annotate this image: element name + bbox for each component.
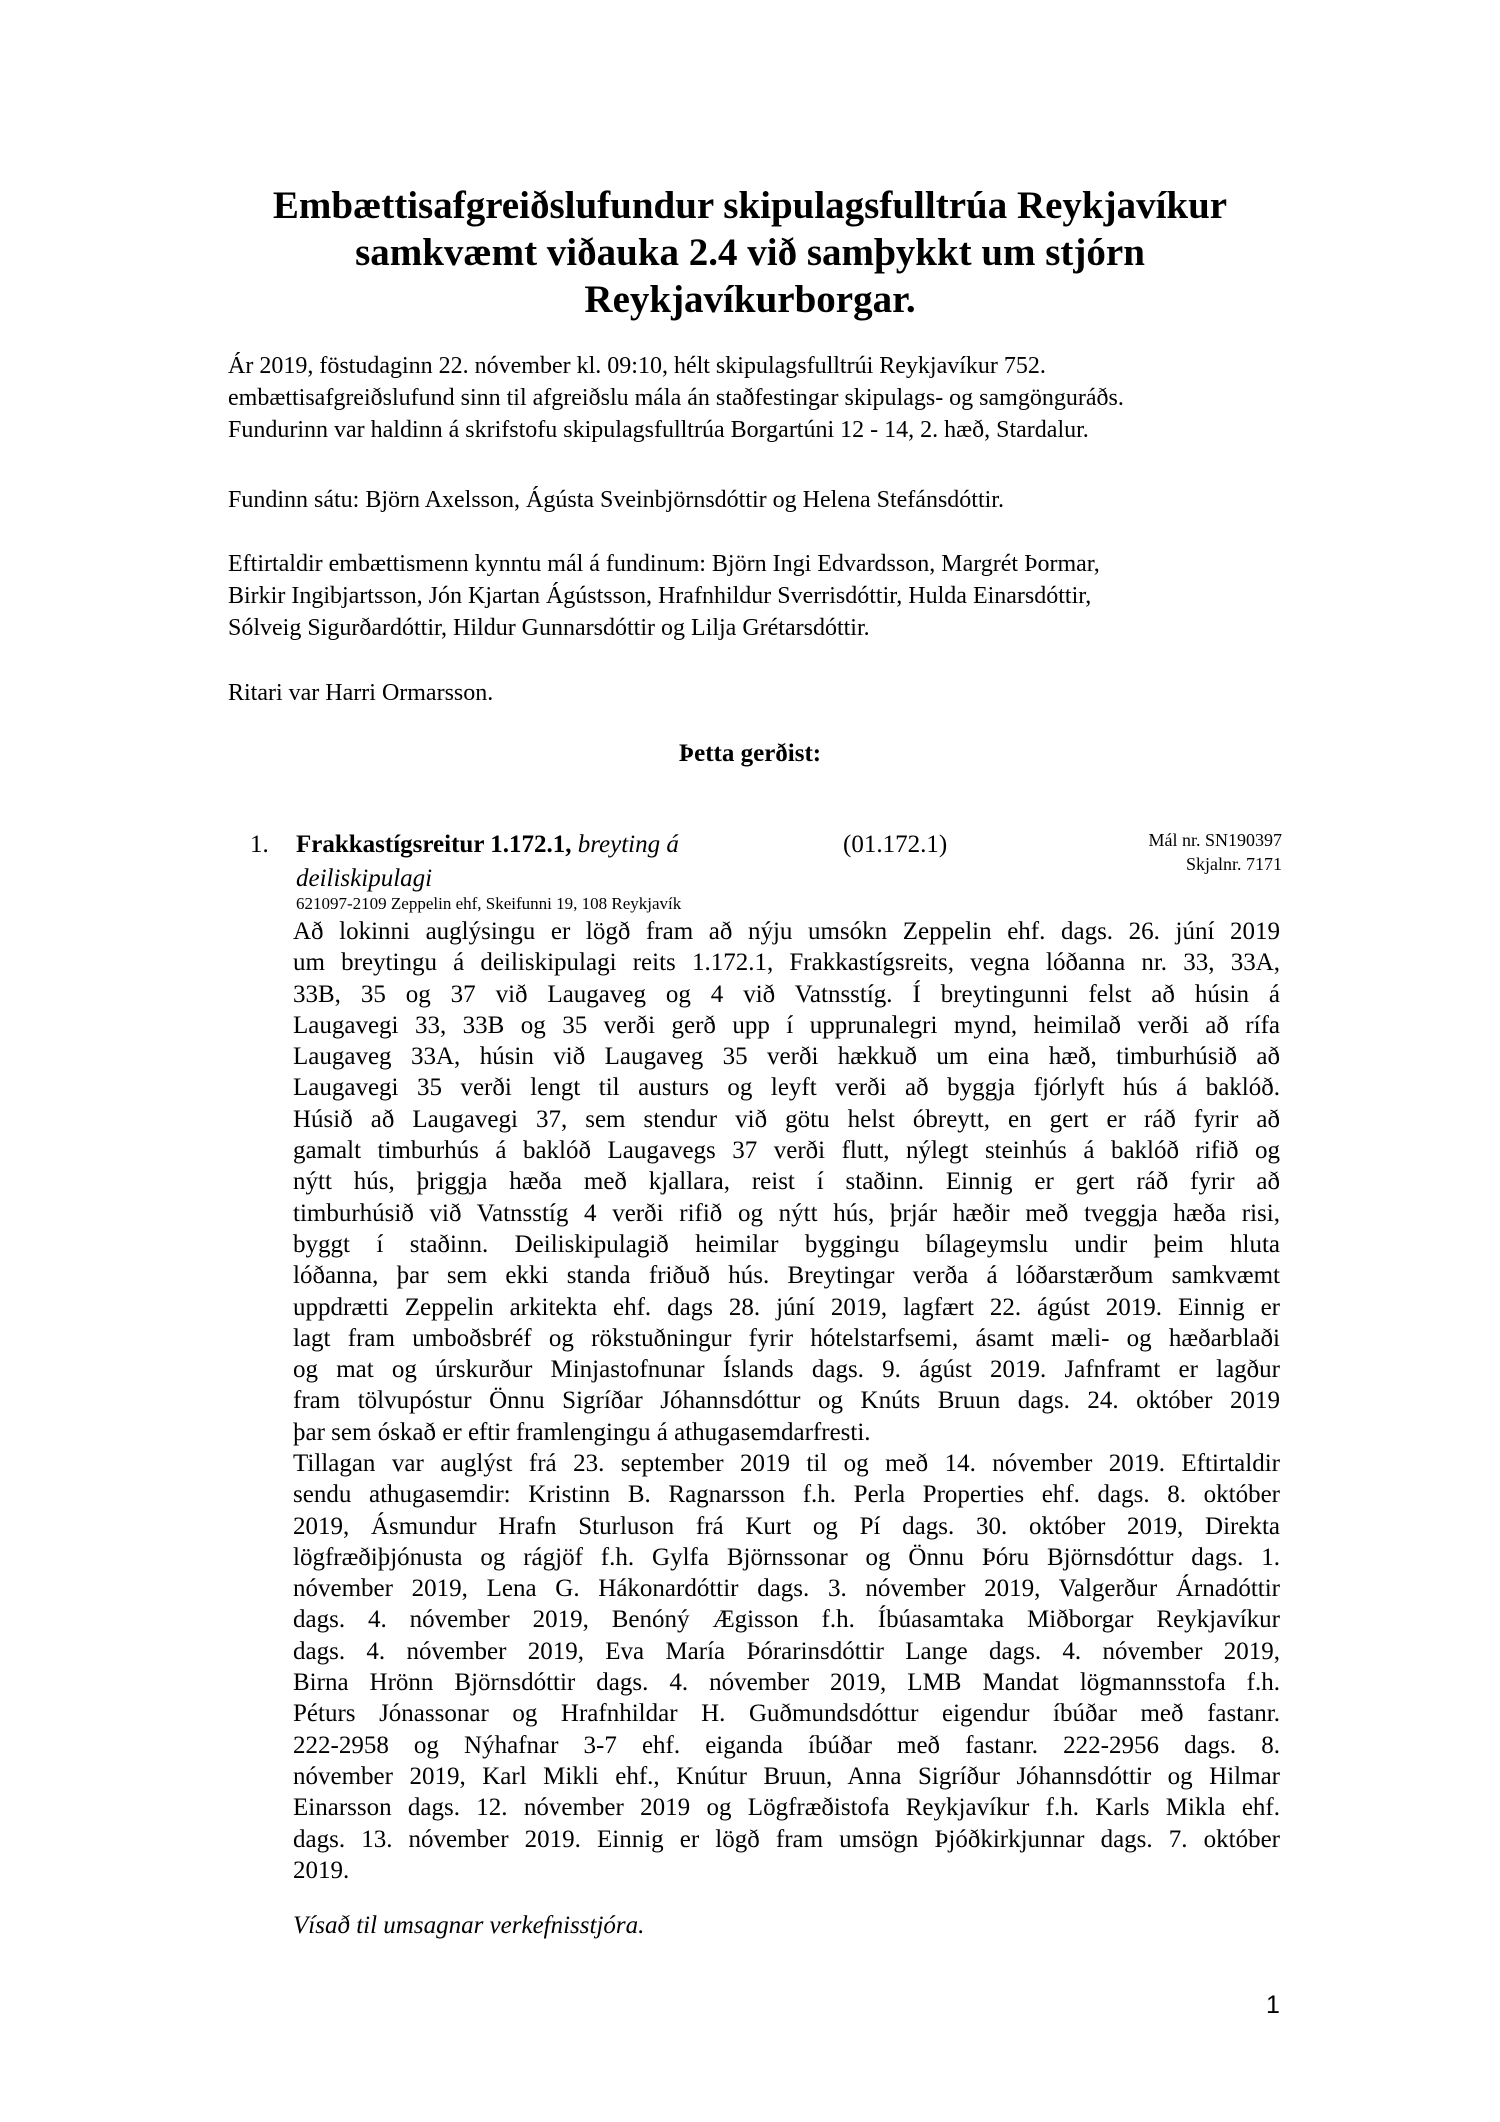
attendees-line: Fundinn sátu: Björn Axelsson, Ágústa Sveinbjörnsdóttir og Helena Stefánsdóttir. (228, 487, 1004, 513)
intro-line: Fundurinn var haldinn á skrifstofu skipulagsfulltrúa Borgartúni 12 - 14, 2. hæð, Stardalur. (228, 417, 1089, 443)
description-line: Laugaveg 33A, húsin við Laugaveg 35 verði hækkuð um eina hæð, timburhúsið að (293, 1043, 1280, 1071)
comments-line: Birna Hrönn Björnsdóttir dags. 4. nóvember 2019, LMB Mandat lögmannsstofa f.h. (293, 1669, 1280, 1697)
title-line: Embættisafgreiðslufundur skipulagsfulltrúa Reykjavíkur (272, 184, 1228, 227)
page-title (230, 182, 1270, 323)
officials (228, 548, 1288, 644)
description-line: uppdrætti Zeppelin arkitekta ehf. dags 28. júní 2019, lagfært 22. ágúst 2019. Einnig er (293, 1293, 1280, 1321)
secretary-line: Ritari var Harri Ormarsson. (228, 680, 494, 706)
description-line: lagt fram umboðsbréf og rökstuðningur fyrir hótelstarfsemi, ásamt mæli- og hæðarblaði (293, 1324, 1280, 1352)
meeting-intro (228, 350, 1288, 446)
comments-line: lögfræðiþjónusta og rágjöf f.h. Gylfa Björnssonar og Önnu Þóru Björnsdóttur dags. 1. (293, 1543, 1280, 1571)
document-number: Skjalnr. 7171 (1185, 854, 1282, 874)
secretary (228, 677, 1288, 709)
comments-line: 2019, Ásmundur Hrafn Sturluson frá Kurt og Pí dags. 30. október 2019, Direkta (293, 1512, 1280, 1540)
officials-line: Sólveig Sigurðardóttir, Hildur Gunnarsdóttir og Lilja Grétarsdóttir. (228, 615, 870, 641)
comments-line: nóvember 2019, Karl Mikli ehf., Knútur Bruun, Anna Sigríður Jóhannsdóttir og Hilmar (293, 1762, 1280, 1790)
page-number: 1 (1266, 1991, 1280, 2019)
item-title (296, 828, 776, 896)
description-line: Laugavegi 35 verði lengt til austurs og leyft verði að byggja fjórlyft hús á baklóð. (293, 1074, 1280, 1102)
description-line: nýtt hús, þriggja hæða með kjallara, reist í staðinn. Einnig er gert ráð fyrir að (293, 1168, 1280, 1196)
description-line: lóðanna, þar sem ekki standa friðuð hús. Breytingar verða á lóðarstærðum samkvæmt (293, 1262, 1280, 1290)
comments-line: 222-2958 og Nýhafnar 3-7 ehf. eiganda íbúðar með fastanr. 222-2956 dags. 8. (293, 1731, 1280, 1759)
item-title-desc: breyting á (577, 831, 679, 858)
item-title-desc-cont: deiliskipulagi (296, 865, 433, 892)
comments-line: sendu athugasemdir: Kristinn B. Ragnarsson f.h. Perla Properties ehf. dags. 8. október (293, 1481, 1280, 1509)
description-line: 33B, 35 og 37 við Laugaveg og 4 við Vatnsstíg. Í breytingunni felst að húsin á (293, 980, 1280, 1008)
item-description (293, 916, 1280, 1448)
title-line: samkvæmt viðauka 2.4 við samþykkt um stjórn (355, 231, 1145, 274)
description-line: timburhúsið við Vatnsstíg 4 verði rifið og nýtt hús, þrjár hæðir með tveggja hæða risi, (293, 1199, 1280, 1227)
comments-line: Tillagan var auglýst frá 23. september 2019 til og með 14. nóvember 2019. Eftirtaldir (293, 1450, 1280, 1477)
item-decision: Vísað til umsagnar verkefnisstjóra. (293, 1912, 645, 1939)
description-line: gamalt timburhús á baklóð Laugavegs 37 verði flutt, nýlegt steinhús á baklóð rifið og (293, 1137, 1280, 1165)
attendees (228, 484, 1288, 516)
description-line: og mat og úrskurður Minjastofnunar Íslands dags. 9. ágúst 2019. Jafnframt er lagður (293, 1356, 1280, 1384)
applicant: 621097-2109 Zeppelin ehf, Skeifunni 19, 108 Reykjavík (296, 894, 682, 913)
officials-line: Birkir Ingibjartsson, Jón Kjartan Ágústsson, Hrafnhildur Sverrisdóttir, Hulda Einarsdóttir, (228, 583, 1092, 609)
item-number: 1. (250, 831, 269, 858)
officials-line: Eftirtaldir embættismenn kynntu mál á fundinum: Björn Ingi Edvardsson, Margrét Þormar, (228, 551, 1100, 577)
description-line: fram tölvupóstur Önnu Sigríðar Jóhannsdóttur og Knúts Bruun dags. 24. október 2019 (293, 1387, 1280, 1415)
item-title-name: Frakkastígsreitur 1.172.1, (296, 831, 572, 858)
item-comments (293, 1448, 1280, 1886)
comments-line: Péturs Jónassonar og Hrafnhildar H. Guðmundsdóttur eigendur íbúðar með fastanr. (293, 1700, 1280, 1728)
description-line: Að lokinni auglýsingu er lögð fram að nýju umsókn Zeppelin ehf. dags. 26. júní 2019 (293, 918, 1280, 945)
item-code: (01.172.1) (843, 831, 948, 858)
description-line: Húsið að Laugavegi 37, sem stendur við götu helst óbreytt, en gert er ráð fyrir að (293, 1105, 1280, 1133)
section-heading: Þetta gerðist: (678, 740, 822, 767)
description-line: byggt í staðinn. Deiliskipulagið heimilar byggingu bílageymslu undir þeim hluta (293, 1230, 1280, 1258)
description-line: Laugavegi 33, 33B og 35 verði gerð upp í upprunalegri mynd, heimilað verði að rífa (293, 1011, 1280, 1039)
comments-line: dags. 13. nóvember 2019. Einnig er lögð fram umsögn Þjóðkirkjunnar dags. 7. október (293, 1825, 1280, 1853)
case-number: Mál nr. SN190397 (1148, 830, 1282, 850)
intro-line: embættisafgreiðslufund sinn til afgreiðslu mála án staðfestingar skipulags- og samgönguráðs. (228, 385, 1124, 411)
comments-line: dags. 4. nóvember 2019, Benóný Ægisson f.h. Íbúasamtaka Miðborgar Reykjavíkur (293, 1606, 1280, 1634)
intro-line: Ár 2019, föstudaginn 22. nóvember kl. 09:10, hélt skipulagsfulltrúi Reykjavíkur 752. (228, 353, 1046, 379)
description-line: þar sem óskað er eftir framlengingu á athugasemdarfresti. (293, 1418, 871, 1446)
title-line: Reykjavíkurborgar. (584, 278, 916, 321)
comments-line: Einarsson dags. 12. nóvember 2019 og Lögfræðistofa Reykjavíkur f.h. Karls Mikla ehf. (293, 1794, 1280, 1822)
comments-line: dags. 4. nóvember 2019, Eva María Þórarinsdóttir Lange dags. 4. nóvember 2019, (293, 1637, 1280, 1665)
description-line: um breytingu á deiliskipulagi reits 1.172.1, Frakkastígsreits, vegna lóðanna nr. 33, 33A, (293, 949, 1280, 977)
item-reference (1148, 828, 1282, 876)
comments-line: nóvember 2019, Lena G. Hákonardóttir dags. 3. nóvember 2019, Valgerður Árnadóttir (293, 1575, 1280, 1603)
comments-line: 2019. (293, 1856, 350, 1884)
